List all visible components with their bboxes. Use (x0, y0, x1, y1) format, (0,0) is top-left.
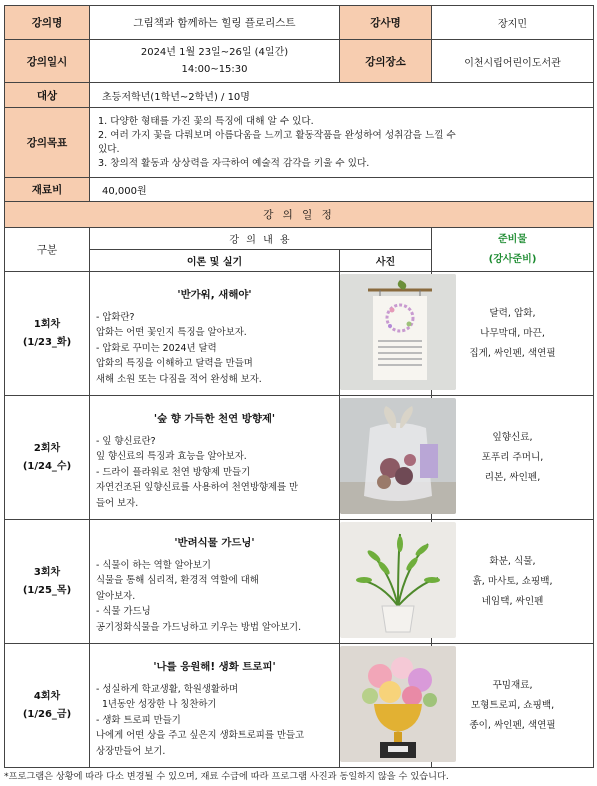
content-line: - 잎 향신료란? (96, 435, 156, 447)
material-line: 모형트로피, 쇼핑백, (470, 699, 555, 711)
place-label: 강의장소 (340, 40, 432, 83)
material-line: 달력, 압화, (489, 307, 536, 319)
material-line: 흙, 마사토, 쇼핑백, (472, 575, 553, 587)
goal-item: 3. 창의적 활동과 상상력을 자극하여 예술적 감각을 키울 수 있다. (98, 157, 370, 169)
content-line: 새해 소원 또는 다짐을 적어 완성해 보자. (96, 373, 262, 385)
session-number: 4회차 (33, 690, 61, 702)
content-line: 압화는 어떤 꽃인지 특징을 알아보자. (96, 327, 247, 339)
fee-label: 재료비 (5, 178, 90, 202)
session-row (5, 396, 594, 520)
content-line: - 압화로 꾸미는 2024년 달력 (96, 342, 217, 354)
content-line: 자연건조된 잎향신료를 사용하여 천연방향제를 만 (96, 482, 299, 494)
fee-value: 40,000원 (90, 178, 594, 202)
flower-trophy-image (340, 646, 456, 762)
material-line: 잎향신료, (492, 431, 533, 443)
theory-header: 이론 및 실기 (90, 250, 340, 272)
content-line: - 식물 가드닝 (96, 606, 151, 618)
material-line: 나무막대, 마끈, (480, 327, 545, 339)
content-line: 상장만들어 보기. (96, 745, 166, 757)
session-photo (340, 520, 432, 644)
potted-plant-image (340, 522, 456, 638)
target-label: 대상 (5, 83, 90, 108)
division-header: 구분 (5, 228, 90, 272)
goal-item: 있다. (98, 143, 120, 155)
session-title: '나를 응원해! 생화 트로피' (153, 661, 276, 673)
instructor-name: 장지민 (432, 6, 594, 40)
content-line: 식물을 통해 심리적, 환경적 역할에 대해 (96, 575, 259, 587)
prep-header-line-2: (강사준비) (488, 253, 537, 265)
session-content (90, 396, 340, 520)
session-label (5, 396, 90, 520)
goal-item: 1. 다양한 형태를 가진 꽃의 특징에 대해 알 수 있다. (98, 115, 314, 127)
content-line: 나에게 어떤 상을 주고 싶은지 생화트로피를 만들고 (96, 730, 305, 742)
material-line: 집게, 싸인펜, 색연필 (469, 347, 556, 359)
material-line: 포푸리 주머니, (481, 451, 544, 463)
session-number: 1회차 (33, 318, 61, 330)
session-number: 2회차 (33, 442, 61, 454)
session-row (5, 272, 594, 396)
session-number: 3회차 (33, 566, 61, 578)
session-title: '숲 향 가득한 천연 방향제' (153, 413, 276, 425)
prep-header (432, 228, 594, 272)
material-line: 꾸밈재료, (492, 679, 533, 691)
date-line-2: 14:00~15:30 (181, 64, 248, 75)
lecture-name: 그림책과 함께하는 힐링 플로리스트 (90, 6, 340, 40)
content-line: - 식물이 하는 역할 알아보기 (96, 559, 211, 571)
session-title: '반가워, 새해야' (177, 289, 252, 301)
content-line: 잎 향신료의 특징과 효능을 알아보자. (96, 451, 247, 463)
content-line: - 성실하게 학교생활, 학원생활하며 (96, 683, 239, 695)
photo-header: 사진 (340, 250, 432, 272)
material-line: 리본, 싸인펜, (484, 471, 541, 483)
footnote: *프로그램은 상황에 따라 다소 변경될 수 있으며, 재료 수급에 따라 프로그램 사진과 동일하지 않을 수 있습니다. (4, 771, 449, 782)
target-value: 초등저학년(1학년~2학년) / 10명 (90, 83, 594, 108)
schedule-title: 강 의 일 정 (5, 202, 594, 228)
session-photo (340, 644, 432, 768)
pressed-flower-calendar-image (340, 274, 456, 390)
session-date: (1/23_화) (22, 336, 72, 348)
session-photo (340, 272, 432, 396)
session-date: (1/24_수) (22, 460, 72, 472)
goal-list (90, 108, 594, 178)
session-label (5, 644, 90, 768)
session-content (90, 272, 340, 396)
lecture-place: 이천시립어린이도서관 (432, 40, 594, 83)
lecture-plan-table (4, 5, 594, 768)
date-line-1: 2024년 1월 23일~26일 (4일간) (140, 47, 289, 58)
content-line: - 압화란? (96, 311, 135, 323)
content-line: 들어 보자. (96, 497, 139, 509)
material-line: 종이, 싸인펜, 색연필 (469, 719, 556, 731)
session-title: '반려식물 가드닝' (174, 537, 255, 549)
session-content (90, 644, 340, 768)
date-label: 강의일시 (5, 40, 90, 83)
session-row (5, 644, 594, 768)
lecture-name-label: 강의명 (5, 6, 90, 40)
content-line: 알아보자. (96, 590, 136, 602)
session-row (5, 520, 594, 644)
session-date: (1/26_금) (22, 708, 72, 720)
session-date: (1/25_목) (22, 584, 72, 596)
session-photo (340, 396, 432, 520)
content-line: - 생화 트로피 만들기 (96, 714, 181, 726)
material-line: 네임택, 싸인펜 (481, 595, 544, 607)
session-label (5, 272, 90, 396)
material-line: 화분, 식물, (489, 555, 536, 567)
content-header: 강 의 내 용 (90, 228, 432, 250)
goal-item: 2. 여러 가지 꽃을 다뤄보며 아름다움을 느끼고 활동작품을 완성하여 성취감을 느낄 수 (98, 129, 456, 141)
content-line: - 드라이 플라워로 천연 방향제 만들기 (96, 466, 251, 478)
content-line: 1년동안 성장한 나 칭찬하기 (96, 699, 217, 711)
session-content (90, 520, 340, 644)
prep-header-line-1: 준비물 (498, 233, 527, 245)
content-line: 압화의 특징을 이해하고 달력을 만들며 (96, 358, 253, 370)
instructor-label: 강사명 (340, 6, 432, 40)
content-line: 공기정화식물을 가드닝하고 키우는 방법 알아보기. (96, 621, 302, 633)
session-label (5, 520, 90, 644)
goal-label: 강의목표 (5, 108, 90, 178)
lecture-date (90, 40, 340, 83)
potpourri-sachet-image (340, 398, 456, 514)
